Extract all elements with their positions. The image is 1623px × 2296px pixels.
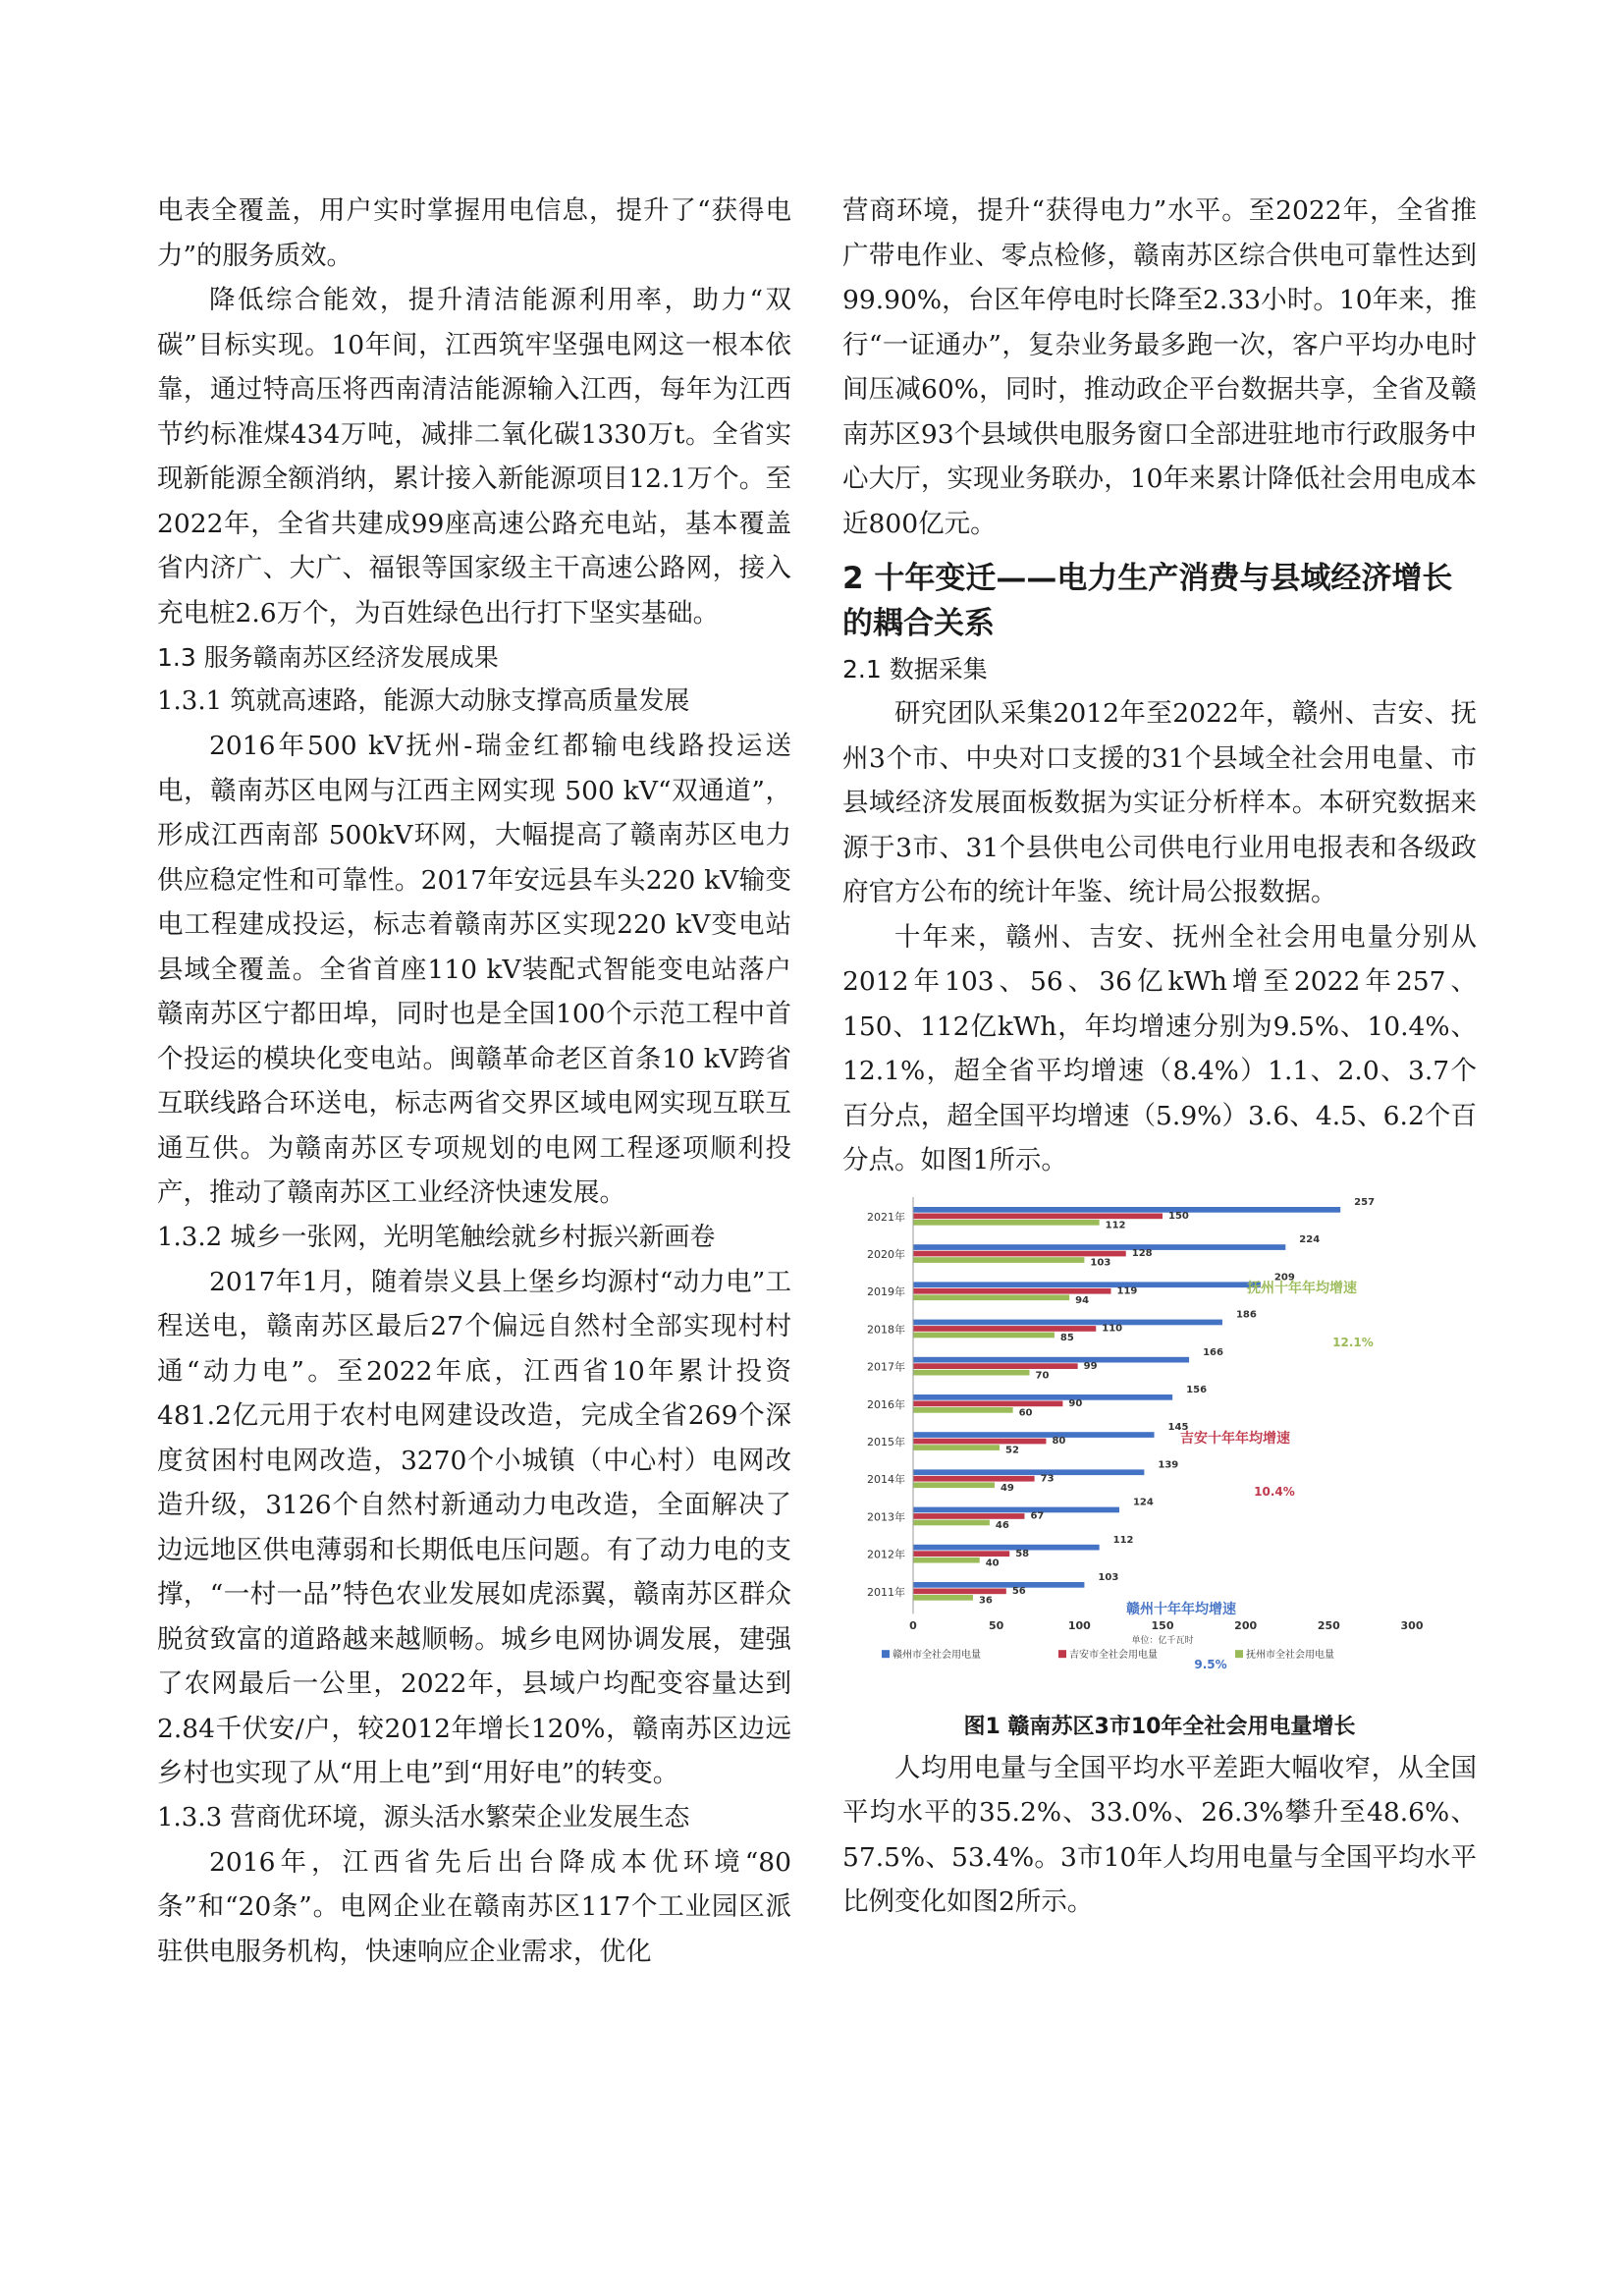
data-label: 150 [1168, 1210, 1189, 1222]
legend-label: 赣州市全社会用电量 [893, 1649, 981, 1661]
bar-2 [913, 1595, 973, 1601]
subsection-heading-1-3-1: 1.3.1 筑就高速路，能源大动脉支撑高质量发展 [157, 686, 690, 716]
category-label: 2019年 [867, 1285, 905, 1298]
bar-0 [913, 1207, 1340, 1213]
paragraph: 2016年，江西省先后出台降成本优环境“80条”和“20条”。电网企业在赣南苏区117个工业园区派驻供电服务机构，快速响应企业需求，优化 [157, 1846, 791, 1967]
data-label: 36 [978, 1595, 993, 1606]
x-tick-label: 0 [909, 1618, 917, 1632]
data-label: 166 [1203, 1346, 1223, 1358]
bar-1 [913, 1513, 1024, 1519]
x-tick-label: 100 [1067, 1618, 1091, 1632]
x-tick-label: 300 [1400, 1618, 1424, 1632]
bar-0 [913, 1469, 1144, 1475]
data-label: 209 [1273, 1271, 1295, 1283]
data-label: 257 [1354, 1196, 1376, 1208]
data-label: 67 [1030, 1510, 1045, 1522]
data-label: 224 [1299, 1233, 1321, 1245]
bar-0 [913, 1282, 1261, 1287]
data-label: 156 [1186, 1384, 1208, 1395]
data-label: 103 [1098, 1571, 1119, 1583]
right-column [842, 189, 1477, 1925]
bar-2 [913, 1482, 995, 1488]
bar-2 [913, 1220, 1100, 1226]
chart-annotation: 抚州十年年均增速 [1247, 1280, 1357, 1296]
bar-0 [913, 1582, 1084, 1588]
bar-2 [913, 1332, 1055, 1338]
category-label: 2014年 [867, 1472, 905, 1486]
data-label: 128 [1131, 1247, 1153, 1259]
paragraph: 十年来，赣州、吉安、抚州全社会用电量分别从2012年103、56、36亿kWh增至2022年257、150、112亿kWh，年均增速分别为9.5%、10.4%、12.1%，超全省平均增速（8.4%）1.1、2.0、3.7个百分点，超全国平均增速（5.9%）3.6、4.5、6.2个百分点。如图1所示。 [842, 921, 1477, 1175]
data-label: 80 [1052, 1435, 1066, 1447]
data-label: 119 [1116, 1285, 1138, 1296]
paragraph: 人均用电量与全国平均水平差距大幅收窄，从全国平均水平的35.2%、33.0%、26.3%攀升至48.6%、57.5%、53.4%。3市10年人均用电量与全国平均水平比例变化如图2所示。 [842, 1752, 1477, 1917]
data-label: 139 [1158, 1458, 1179, 1470]
data-label: 186 [1235, 1309, 1257, 1321]
x-tick-label: 50 [989, 1618, 1004, 1632]
figure-1 [842, 1189, 1477, 1705]
legend-label: 吉安市全社会用电量 [1069, 1649, 1158, 1661]
bar-1 [913, 1326, 1096, 1332]
chart-annotation: 10.4% [1254, 1484, 1295, 1499]
bar-2 [913, 1294, 1069, 1300]
bar-chart [842, 1189, 1477, 1705]
category-label: 2017年 [867, 1360, 905, 1374]
category-label: 2011年 [867, 1585, 905, 1599]
bar-1 [913, 1363, 1078, 1369]
category-label: 2018年 [867, 1322, 905, 1336]
category-label: 2021年 [867, 1210, 905, 1224]
subsection-heading-2-1: 2.1 数据采集 [842, 655, 988, 683]
category-label: 2012年 [867, 1548, 905, 1561]
figure-caption: 图1 赣南苏区3市10年全社会用电量增长 [963, 1714, 1356, 1739]
data-label: 58 [1015, 1548, 1030, 1559]
data-label: 99 [1083, 1360, 1098, 1372]
x-tick-label: 200 [1234, 1618, 1258, 1632]
legend-label: 抚州市全社会用电量 [1246, 1649, 1334, 1661]
x-tick-label: 250 [1317, 1618, 1340, 1632]
data-label: 70 [1035, 1369, 1050, 1381]
bar-2 [913, 1557, 980, 1562]
chart-annotation: 吉安十年年均增速 [1180, 1430, 1290, 1447]
bar-0 [913, 1356, 1189, 1362]
bar-2 [913, 1519, 990, 1525]
bar-0 [913, 1244, 1285, 1250]
bar-0 [913, 1432, 1155, 1438]
bar-0 [913, 1394, 1172, 1400]
section-heading-1-3: 1.3 服务赣南苏区经济发展成果 [157, 643, 499, 672]
data-label: 110 [1102, 1323, 1123, 1335]
left-column [157, 189, 791, 1974]
data-label: 112 [1105, 1220, 1126, 1230]
bar-1 [913, 1400, 1062, 1406]
data-label: 112 [1112, 1534, 1134, 1546]
category-label: 2020年 [867, 1247, 905, 1261]
category-label: 2016年 [867, 1397, 905, 1411]
bar-1 [913, 1551, 1009, 1557]
paragraph: 2017年1月，随着崇义县上堡乡均源村“动力电”工程送电，赣南苏区最后27个偏远自然村全部实现村村通“动力电”。至2022年底，江西省10年累计投资481.2亿元用于农村电网建设改造，完成全省269个深度贫困村电网改造，3270个小城镇（中心村）电网改造升级，3126个自然村新通动力电改造，全面解决了边远地区供电薄弱和长期低电压问题。有了动力电的支撑，“一村一品”特色农业发展如虎添翼，赣南苏区群众脱贫致富的道路越来越顺畅。城乡电网协调发展，建强了农网最后一公里，2022年，县域户均配变容量达到2.84千伏安/户，较2012年增长120%，赣南苏区边远乡村也实现了从“用上电”到“用好电”的转变。 [157, 1266, 791, 1788]
chart-annotation: 12.1% [1332, 1335, 1374, 1349]
paragraph: 2016年500 kV抚州-瑞金红都输电线路投运送电，赣南苏区电网与江西主网实现 500 kV“双通道”，形成江西南部 500kV环网，大幅提高了赣南苏区电力供应稳定性和可靠性。2017年安远县车头220 kV输变电工程建成投运，标志着赣南苏区实现220 kV变电站县域全覆盖。全省首座110 kV装配式智能变电站落户赣南苏区宁都田埠，同时也是全国100个示范工程中首个投运的模块化变电站。闽赣革命老区首条10 kV跨省互联线路合环送电，标志两省交界区域电网实现互联互通互供。为赣南苏区专项规划的电网工程逐项顺利投产，推动了赣南苏区工业经济快速发展。 [157, 731, 791, 1208]
data-label: 46 [995, 1519, 1009, 1531]
bar-2 [913, 1407, 1013, 1413]
paragraph: 电表全覆盖，用户实时掌握用电信息，提升了“获得电力”的服务质效。 [157, 195, 791, 271]
subsection-heading-1-3-3: 1.3.3 营商优环境，源头活水繁荣企业发展生态 [157, 1802, 690, 1832]
unit-label: 单位：亿千瓦时 [1131, 1635, 1194, 1646]
data-label: 40 [985, 1557, 1000, 1568]
data-label: 103 [1090, 1257, 1111, 1269]
subsection-heading-1-3-2: 1.3.2 城乡一张网，光明笔触绘就乡村振兴新画卷 [157, 1222, 716, 1252]
legend-swatch [882, 1650, 890, 1658]
bar-1 [913, 1287, 1111, 1293]
bar-2 [913, 1445, 1000, 1450]
data-label: 73 [1040, 1472, 1055, 1484]
chart-annotation: 9.5% [1194, 1657, 1227, 1671]
data-label: 90 [1068, 1397, 1083, 1409]
x-tick-label: 150 [1151, 1618, 1174, 1632]
bar-1 [913, 1588, 1006, 1594]
data-label: 49 [1000, 1482, 1014, 1494]
chart-annotation: 赣州十年年均增速 [1126, 1601, 1236, 1617]
data-label: 56 [1011, 1585, 1026, 1597]
bar-1 [913, 1438, 1046, 1444]
bar-1 [913, 1250, 1126, 1256]
paragraph: 营商环境，提升“获得电力”水平。至2022年，全省推广带电作业、零点检修，赣南苏区综合供电可靠性达到99.90%，台区年停电时长降至2.33小时。10年来，推行“一证通办”，复杂业务最多跑一次，客户平均办电时间压减60%，同时，推动政企平台数据共享，全省及赣南苏区93个县域供电服务窗口全部进驻地市行政服务中心大厅，实现业务联办，10年来累计降低社会用电成本近800亿元。 [842, 195, 1477, 539]
bar-2 [913, 1369, 1030, 1375]
data-label: 85 [1059, 1332, 1074, 1343]
legend-swatch [1058, 1650, 1066, 1658]
data-label: 52 [1005, 1445, 1019, 1456]
data-label: 60 [1018, 1407, 1033, 1418]
data-label: 124 [1132, 1497, 1154, 1508]
bar-0 [913, 1506, 1119, 1512]
bar-2 [913, 1257, 1084, 1263]
legend-swatch [1235, 1650, 1243, 1658]
category-label: 2015年 [867, 1435, 905, 1449]
category-label: 2013年 [867, 1509, 905, 1523]
data-label: 145 [1167, 1421, 1189, 1433]
section-heading-2: 2 十年变迁——电力生产消费与县域经济增长的耦合关系 [842, 561, 1453, 641]
paragraph: 降低综合能效，提升清洁能源利用率，助力“双碳”目标实现。10年间，江西筑牢坚强电网这一根本依靠，通过特高压将西南清洁能源输入江西，每年为江西节约标准煤434万吨，减排二氧化碳1330万t。全省实现新能源全额消纳，累计接入新能源项目12.1万个。至2022年，全省共建成99座高速公路充电站，基本覆盖省内济广、大广、福银等国家级主干高速公路网，接入充电桩2.6万个，为百姓绿色出行打下坚实基础。 [157, 285, 791, 629]
paragraph: 研究团队采集2012年至2022年，赣州、吉安、抚州3个市、中央对口支援的31个县域全社会用电量、市县域经济发展面板数据为实证分析样本。本研究数据来源于3市、31个县供电公司供电行业用电报表和各级政府官方公布的统计年鉴、统计局公报数据。 [842, 698, 1477, 907]
bar-0 [913, 1319, 1222, 1325]
bar-1 [913, 1475, 1035, 1481]
data-label: 94 [1075, 1294, 1090, 1306]
bar-0 [913, 1544, 1100, 1550]
bar-1 [913, 1213, 1163, 1219]
